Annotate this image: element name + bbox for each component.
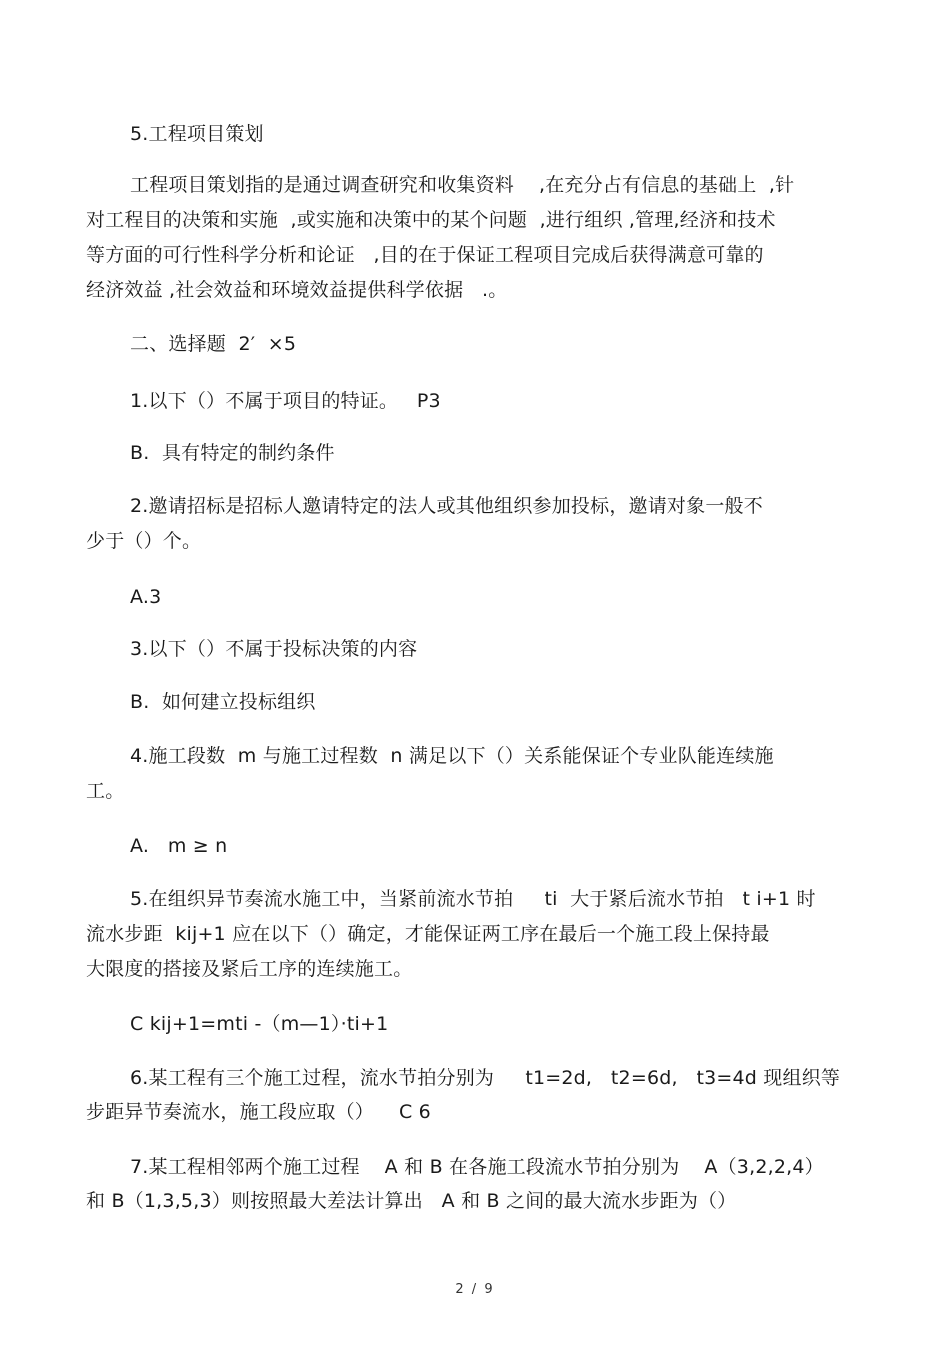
question-text: 工。: [86, 780, 125, 802]
section-heading: 二、选择题 2′ ×5: [130, 333, 297, 355]
page-number: 2 / 9: [455, 1282, 495, 1297]
question-text: 4.施工段数 m 与施工过程数 n 满足以下（）关系能保证个专业队能连续施: [130, 745, 774, 767]
question-text: 流水步距 kij+1 应在以下（）确定，才能保证两工序在最后一个施工段上保持最: [86, 923, 770, 945]
question-text: 7.某工程相邻两个施工过程 A 和 B 在各施工段流水节拍分别为 A（3,2,2,4）: [130, 1156, 824, 1178]
answer-text: A. m ≥ n: [130, 835, 228, 857]
answer-text: A.3: [130, 586, 162, 608]
question-text: 少于（）个。: [86, 530, 202, 552]
question-text: 3.以下（）不属于投标决策的内容: [130, 638, 418, 660]
question-text: 和 B（1,3,5,3）则按照最大差法计算出 A 和 B 之间的最大流水步距为（）: [86, 1190, 737, 1212]
question-text: 1.以下（）不属于项目的特证。 P3: [130, 390, 441, 412]
paragraph-line: 等方面的可行性科学分析和论证 ,目的在于保证工程项目完成后获得满意可靠的: [86, 244, 764, 266]
answer-text: C kij+1=mti -（m—1）·ti+1: [130, 1013, 389, 1035]
paragraph-line: 对工程目的决策和实施 ,或实施和决策中的某个问题 ,进行组织 ,管理,经济和技术: [86, 209, 776, 231]
question-text: 步距异节奏流水，施工段应取（） C 6: [86, 1101, 431, 1123]
question-text: 2.邀请招标是招标人邀请特定的法人或其他组织参加投标，邀请对象一般不: [130, 495, 763, 517]
section-heading: 5.工程项目策划: [130, 123, 264, 145]
paragraph-line: 经济效益 ,社会效益和环境效益提供科学依据 .。: [86, 279, 508, 301]
answer-text: B. 如何建立投标组织: [130, 691, 316, 713]
paragraph-line: 工程项目策划指的是通过调查研究和收集资料 ,在充分占有信息的基础上 ,针: [130, 174, 795, 196]
question-text: 5.在组织异节奏流水施工中，当紧前流水节拍 ti 大于紧后流水节拍 t i+1 时: [130, 888, 816, 910]
question-text: 大限度的搭接及紧后工序的连续施工。: [86, 958, 413, 980]
question-text: 6.某工程有三个施工过程，流水节拍分别为 t1=2d, t2=6d, t3=4d 现组织等: [130, 1067, 841, 1089]
answer-text: B. 具有特定的制约条件: [130, 442, 335, 464]
